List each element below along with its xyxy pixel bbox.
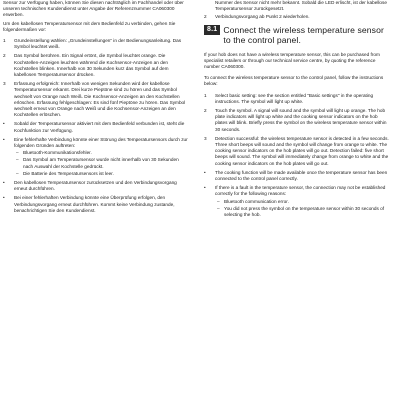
section-title: Connect the wireless temperature sensor to the control panel.	[223, 24, 384, 45]
bullet-text: The cooking function will be made available once the temperature sensor has been connected to the control panel correctly.	[215, 169, 388, 182]
step-item	[204, 14, 390, 20]
section-lead: To connect the wireless temperature sensor to the control panel, follow the instructions below:	[204, 75, 384, 87]
bullet-text: If there is a fault in the temperature sensor, the connection may not be established correctly for the following reasons:	[215, 185, 386, 197]
section-number: 8.1	[204, 25, 220, 35]
step-text: Verbindungsvorgang ab Punkt 2 wiederholen.	[215, 14, 310, 20]
sub-bullet: – Die Batterie des Temperatursensors ist leer.	[16, 170, 114, 176]
step-text: Das Symbol berühren. Ein Signal ertönt, die Symbol leuchtet orange. Die Kochstellen-Anzeigen leuchten während die Kochsensor-Anzeigen an den Kochstellen blinken. Innerhalb von 30 Sekunden kurz das Symbol auf dem kabellosen Temperatursensor drücken.	[14, 53, 169, 78]
step-text: Select basic setting: see the section entitled "Basic settings" in the operating instructions. The symbol will light up white.	[215, 92, 374, 104]
step-item	[3, 81, 189, 118]
right-column	[204, 0, 390, 221]
bullet-text: Eine fehlerhafte Verbindung könnte einer Störung des Temperatursensors durch zur folgenden Gründen auftreten:	[14, 136, 188, 149]
step-number: 2	[204, 108, 207, 114]
bullet-item	[3, 180, 189, 192]
bullet-item	[204, 170, 390, 182]
step-item	[204, 93, 390, 105]
step-number: 1	[204, 92, 207, 98]
step-number: 2	[204, 14, 207, 20]
step-number: 3	[3, 81, 6, 87]
bullet-icon: •	[3, 195, 5, 201]
bullet-icon: •	[3, 136, 5, 142]
sub-bullet: – You did not press the symbol on the temperature sensor within 30 seconds of selecting the hob.	[217, 205, 385, 218]
section-heading	[204, 25, 390, 45]
step-item	[204, 108, 390, 133]
section-intro: If your hob does not have a wireless temperature sensor, this can be purchased from specialist retailers or through our technical service centre, by quoting the reference number CA060300.	[204, 51, 380, 70]
bullet-icon: •	[3, 180, 5, 186]
bullet-icon: •	[204, 169, 206, 175]
bullet-text: Bei einer fehlerhaften Verbindung könnte eine Überprüfung erfolgen, den Verbindungsvorgang erneut durchführen. Kommt keine Verbindung zustande, benachrichtigen Sie den Kundendienst.	[14, 195, 175, 213]
instruction-paragraph: Um den kabellosen Temperatursensor mit dem Bedienfeld zu verbinden, gehen Sie folgendermaßen vor:	[3, 20, 176, 32]
step-number: 3	[204, 135, 207, 141]
step-text: Grundeinstellung wählen: „Grundeinstellungen“ in der Bedienungsanleitung. Das Symbol leuchtet weiß.	[14, 38, 182, 50]
bullet-text: Den kabellosen Temperatursensor zurücksetzen und den Verbindungsvorgang erneut durchführen.	[14, 180, 177, 192]
bullet-item	[204, 185, 390, 218]
bullet-text: Sobald der Temperatursensor aktiviert mit dem Bedienfeld verbunden ist, steht die Kochfunktion zur Verfügung.	[14, 121, 185, 133]
bullet-icon: •	[3, 121, 5, 127]
top-fragment: Nummer des Sensor nicht mehr bekannt. Sobald die LED erlischt, ist der kabellose Temperatursensor zurückgesetzt.	[215, 0, 387, 12]
bullet-icon: •	[204, 185, 206, 191]
sub-bullet: – Bluetooth-Kommunikationsfehler.	[16, 150, 92, 156]
intro-fragment: Sensor zur Verfügung haben, können Sie diesen nachträglich im Fachhandel oder über unseren technischen Kundendienst unter Angabe der Referenznummer CA060300 erwerben.	[3, 0, 184, 18]
bullet-item	[3, 137, 189, 177]
step-item	[3, 38, 189, 50]
step-text: Erfassung erfolgreich: Innerhalb von wenigen Sekunden wird der kabellose Temperatursensor erkannt. Drei kurze Pieptöne sind zu hören und das Symbol wechselt von Orange nach Weiß. Die Kochsensor-Anzeigen an den Kochstellen erlöschen. Erfassung fehlgeschlagen: Es sind fünf Pieptöne zu hören. Das Symbol wechselt erneut von Orange nach Weiß und die Kochsensor-Anzeigen an den Kochstellen erlöschen.	[14, 81, 186, 118]
step-item	[204, 136, 390, 167]
sub-bullet: – Das Symbol am Temperatursensor wurde nicht innerhalb von 30 Sekunden nach Auswahl der Kochstelle gedrückt.	[16, 157, 179, 169]
sub-bullet: – Bluetooth communication error.	[217, 198, 289, 204]
bullet-item	[3, 121, 189, 133]
step-number: 2	[3, 53, 6, 59]
step-text: Touch the symbol. A signal will sound and the symbol will light up orange. The hob plate indicators will light up white and the cooking sensor indicators on the hob plates will blink. Briefly press the symbol on the wireless temperature sensor within 30 seconds.	[215, 108, 387, 132]
bullet-item	[3, 195, 189, 214]
step-item	[3, 53, 189, 78]
step-text: Detection successful: the wireless temperature sensor is detected in a few seconds. Three short beeps will sound and the symbol will change from orange to white. The cooking sensor indicators on the hob plates will go out. Detection failed: five short beeps will sound. The symbol will immediately change from orange to white and the cooking sensor indicators on the hob plates will go out.	[215, 135, 389, 166]
left-column	[3, 0, 189, 217]
step-number: 1	[3, 38, 6, 44]
